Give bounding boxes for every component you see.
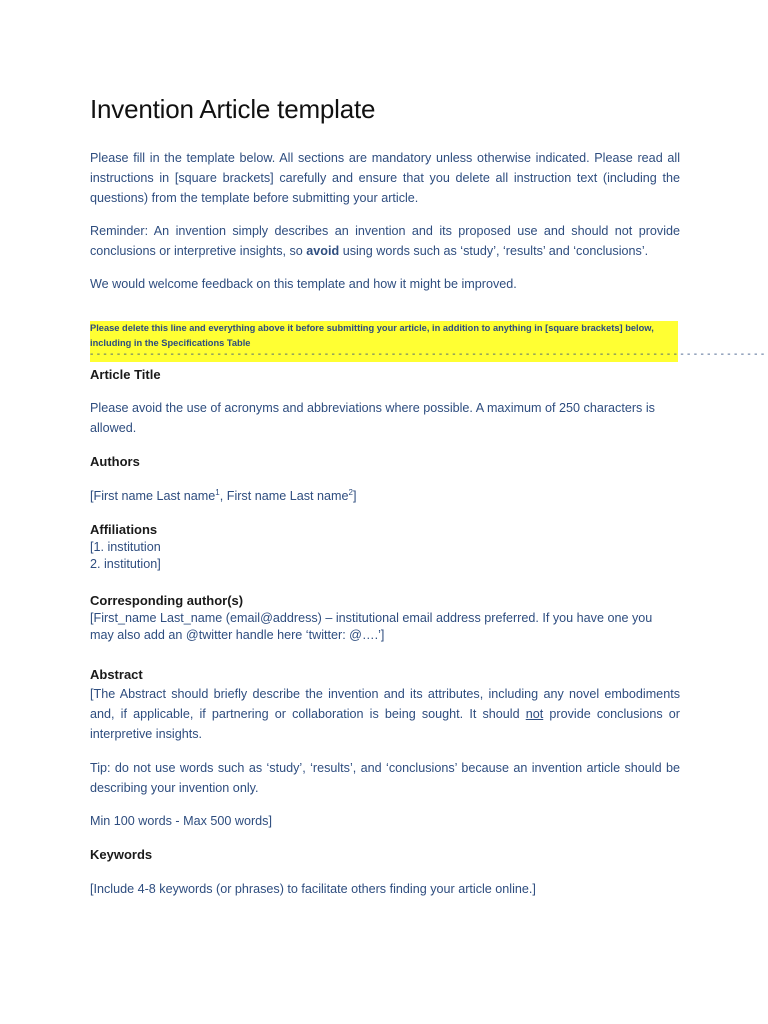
corresponding-line-2: may also add an @twitter handle here ‘twitter: @….’] (90, 628, 385, 642)
intro-paragraph-1: Please fill in the template below. All sections are mandatory unless otherwise indicated. Please read all instructions in [square brackets] carefully and ensure that you delete all instruction text (including the questions) from the template before submitting your article. (90, 151, 680, 205)
keywords-instructions: [Include 4-8 keywords (or phrases) to facilitate others finding your article online.] (90, 882, 536, 896)
page-title: Invention Article template (90, 94, 376, 124)
avoid-emphasis: avoid (306, 244, 340, 258)
corresponding-line-1: [First_name Last_name (email@address) – institutional email address preferred. If you have one you (90, 611, 653, 625)
not-emphasis: not (525, 707, 544, 721)
affiliations-heading: Affiliations (90, 522, 158, 537)
article-title-instructions: Please avoid the use of acronyms and abbreviations where possible. A maximum of 250 characters is allowed. (90, 401, 655, 435)
keywords-heading: Keywords (90, 847, 153, 862)
affiliation-line-2: 2. institution] (90, 557, 161, 571)
dashed-separator: - - - - - - - - - - - - - - - - - - - - - - - - - - - - - - - - - - - - - - - - - - - - - - - - - - - - - - - - - - - - - - - - - - - - - - - - - - - - - - - - - - - - - - - - - - - - - - - - - - - - - (90, 349, 765, 360)
authors-heading: Authors (90, 454, 140, 469)
affiliation-line-1: [1. institution (90, 540, 161, 554)
abstract-instructions: [The Abstract should briefly describe the invention and its attributes, including any novel embodiments and, if applicable, if partnering or collaboration is being sought. It should not provide conclusions or interpretive insights. (90, 687, 680, 741)
abstract-tip: Tip: do not use words such as ‘study’, ‘results’, and ‘conclusions’ because an invention article should be describing your invention only. (90, 761, 680, 795)
intro-paragraph-2: Reminder: An invention simply describes an invention and its proposed use and should not provide conclusions or interpretive insights, so avoid using words such as ‘study’, ‘results’ and ‘conclusions’. (90, 224, 680, 258)
abstract-word-limits: Min 100 words - Max 500 words] (90, 814, 272, 828)
authors-placeholder: [First name Last name$^1$, First name Last name$^2$] (90, 487, 357, 503)
intro-paragraph-3: We would welcome feedback on this template and how it might be improved. (90, 277, 517, 291)
corresponding-author-heading: Corresponding author(s) (90, 593, 244, 608)
highlight-notice: Please delete this line and everything above it before submitting your article, in addition to anything in [square brackets] below, including in the Specifications Table (90, 321, 678, 351)
article-title-heading: Article Title (90, 367, 161, 382)
abstract-heading: Abstract (90, 667, 143, 682)
